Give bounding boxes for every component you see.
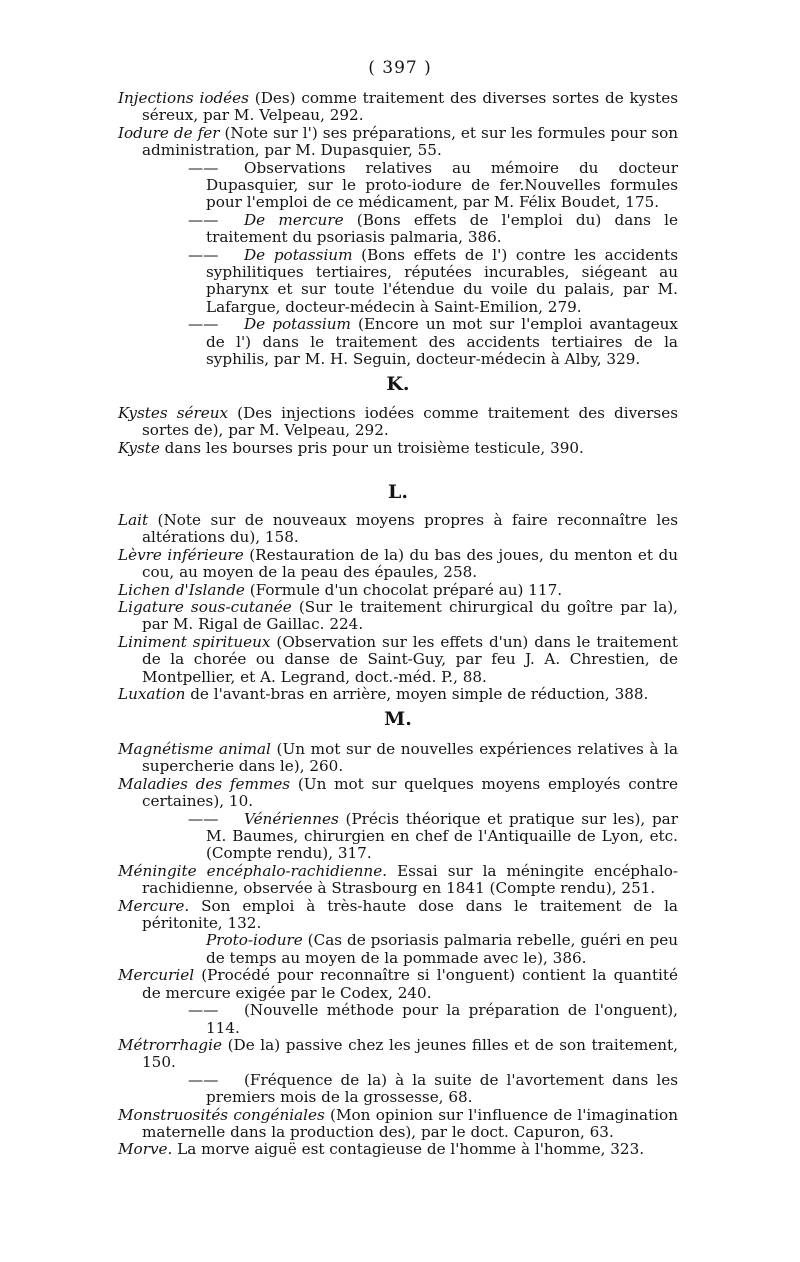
section-m: [118, 741, 678, 1159]
index-entry: [118, 898, 678, 933]
index-term: Injections iodées: [118, 89, 249, 107]
letter-l-heading: [118, 475, 678, 509]
ditto-dash: ——: [188, 158, 219, 177]
index-entry: [118, 1107, 678, 1142]
section-m-entries: [118, 741, 678, 1159]
index-entry: [118, 634, 678, 686]
index-term: Méningite encéphalo-rachidienne.: [118, 861, 388, 880]
index-term: Luxation: [118, 685, 186, 704]
index-term: Mercuriel: [118, 966, 195, 985]
index-description: (Bons effets de l'emploi du) dans le traitement du psoriasis palmaria, 386.: [206, 210, 678, 247]
index-term: De potassium: [244, 245, 353, 264]
section-l: [118, 512, 678, 703]
index-description: (Restauration de la) du bas des joues, du menton et du cou, au moyen de la peau des épaules, 258.: [142, 545, 678, 582]
index-term: Kyste: [118, 438, 160, 457]
section-i-entries: [118, 90, 678, 369]
index-description: (Nouvelle méthode pour la préparation de l'onguent), 114.: [206, 1001, 678, 1037]
letter-m-heading: [118, 702, 678, 736]
index-term: Liniment spiritueux: [118, 632, 271, 651]
letter-k-heading: [118, 367, 678, 401]
index-entry: [118, 160, 678, 212]
ditto-dash: ——: [188, 1001, 219, 1020]
index-entry: [118, 1072, 678, 1107]
index-entry: [118, 932, 678, 967]
index-term: Mercure.: [118, 896, 190, 915]
section-k-entries: [118, 405, 678, 457]
index-entry: [118, 547, 678, 582]
index-description: (Des) comme traitement des diverses sortes de kystes séreux, par M. Velpeau, 292.: [142, 89, 678, 125]
index-term: Morve.: [118, 1140, 173, 1159]
index-entry: [118, 440, 678, 457]
index-description: (Bons effets de l') contre les accidents syphilitiques tertiaires, réputées incurables, siégeant au pharynx et sur toute l'étendue du voile du palais, par M. Lafargue, docteur-médecin à Saint-Emilion, 279.: [206, 245, 678, 316]
index-term: Kystes séreux: [118, 404, 229, 422]
index-entry: [118, 741, 678, 776]
ditto-dash: ——: [188, 210, 219, 229]
index-description: (Procédé pour reconnaître si l'onguent) contient la quantité de mercure exigée par le Codex, 240.: [142, 966, 678, 1002]
index-entry: [118, 686, 678, 703]
index-description: (Fréquence de la) à la suite de l'avortement dans les premiers mois de la grossesse, 68.: [206, 1070, 678, 1107]
index-description: (Observation sur les effets d'un) dans le traitement de la chorée ou danse de Saint-Guy, par feu J. A. Chrestien, de Montpellier, et A. Legrand, doct.-méd. P., 88.: [142, 632, 678, 686]
index-term: Ligature sous-cutanée: [118, 598, 292, 617]
section-k: [118, 405, 678, 457]
page-number: ( 397 ): [368, 58, 432, 78]
index-term: De potassium: [244, 315, 351, 334]
index-entry: [118, 247, 678, 317]
index-description: (De la) passive chez les jeunes filles et de son traitement, 150.: [142, 1035, 678, 1072]
index-term: Maladies des femmes: [118, 774, 291, 793]
letter-heading: K.: [386, 373, 410, 395]
letter-heading: L.: [388, 481, 408, 503]
index-term: Proto-iodure: [206, 931, 303, 950]
index-entry: [118, 125, 678, 160]
index-term: Magnétisme animal: [118, 740, 271, 758]
ditto-dash: ——: [188, 809, 219, 828]
index-term: De mercure: [244, 210, 344, 229]
index-entry: [118, 512, 678, 547]
ditto-dash: ——: [188, 245, 219, 264]
index-term: Métrorrhagie: [118, 1035, 222, 1054]
index-entry: [118, 863, 678, 898]
index-description: (Formule d'un chocolat préparé au) 117.: [244, 580, 563, 599]
index-term: Lèvre inférieure: [118, 545, 244, 564]
index-description: (Un mot sur de nouvelles expériences relatives à la supercherie dans le), 260.: [142, 740, 678, 776]
index-entry: [118, 1141, 678, 1158]
index-description: Son emploi à très-haute dose dans le traitement de la péritonite, 132.: [142, 896, 678, 933]
index-term: Iodure de fer: [118, 123, 220, 142]
index-description: (Précis théorique et pratique sur les), par M. Baumes, chirurgien en chef de l'Antiquaille de Lyon, etc. (Compte rendu), 317.: [206, 809, 678, 863]
index-entry: [118, 316, 678, 368]
index-entry: [118, 599, 678, 634]
index-entry: [118, 405, 678, 440]
index-description: (Encore un mot sur l'emploi avantageux de l') dans le traitement des accidents tertiaires de la syphilis, par M. H. Seguin, docteur-médecin à Alby, 329.: [206, 315, 679, 369]
index-term: Lait: [118, 511, 149, 529]
index-entry: [118, 811, 678, 863]
section-i: [118, 90, 678, 369]
index-description: La morve aiguë est contagieuse de l'homme à l'homme, 323.: [172, 1140, 645, 1159]
index-entry: [118, 212, 678, 247]
ditto-dash: ——: [188, 315, 219, 334]
index-entry: [118, 90, 678, 125]
index-entry: [118, 582, 678, 599]
index-description: (Des injections iodées comme traitement des diverses sortes de), par M. Velpeau, 292.: [142, 404, 678, 440]
index-entry: [118, 776, 678, 811]
index-entry: [118, 1037, 678, 1072]
index-entry: [118, 967, 678, 1002]
letter-heading: M.: [384, 708, 412, 730]
ditto-dash: ——: [188, 1070, 219, 1089]
index-description: Essai sur la méningite encéphalo-rachidienne, observée à Strasbourg en 1841 (Compte rendu), 251.: [142, 861, 678, 898]
index-description: Observations relatives au mémoire du docteur Dupasquier, sur le proto-iodure de fer.Nouvelles formules pour l'emploi de ce médicament, par M. Félix Boudet, 175.: [206, 158, 678, 212]
index-entry: [118, 1002, 678, 1037]
index-description: (Note sur de nouveaux moyens propres à faire reconnaître les altérations du), 158.: [142, 511, 678, 547]
index-description: (Mon opinion sur l'influence de l'imagination maternelle dans la production des), par le doct. Capuron, 63.: [142, 1105, 678, 1141]
index-description: (Un mot sur quelques moyens employés contre certaines), 10.: [142, 774, 678, 811]
index-term: Lichen d'Islande: [118, 580, 245, 599]
index-description: (Cas de psoriasis palmaria rebelle, guéri en peu de temps au moyen de la pommade avec le), 386.: [206, 931, 678, 967]
index-description: (Sur le traitement chirurgical du goître par la), par M. Rigal de Gaillac. 224.: [142, 598, 678, 634]
index-description: de l'avant-bras en arrière, moyen simple de réduction, 388.: [185, 685, 649, 704]
index-description: (Note sur l') ses préparations, et sur les formules pour son administration, par M. Dupasquier, 55.: [142, 123, 678, 160]
index-term: Monstruosités congéniales: [118, 1105, 325, 1124]
section-l-entries: [118, 512, 678, 703]
index-description: dans les bourses pris pour un troisième testicule, 390.: [159, 438, 584, 457]
index-term: Vénériennes: [244, 809, 339, 828]
